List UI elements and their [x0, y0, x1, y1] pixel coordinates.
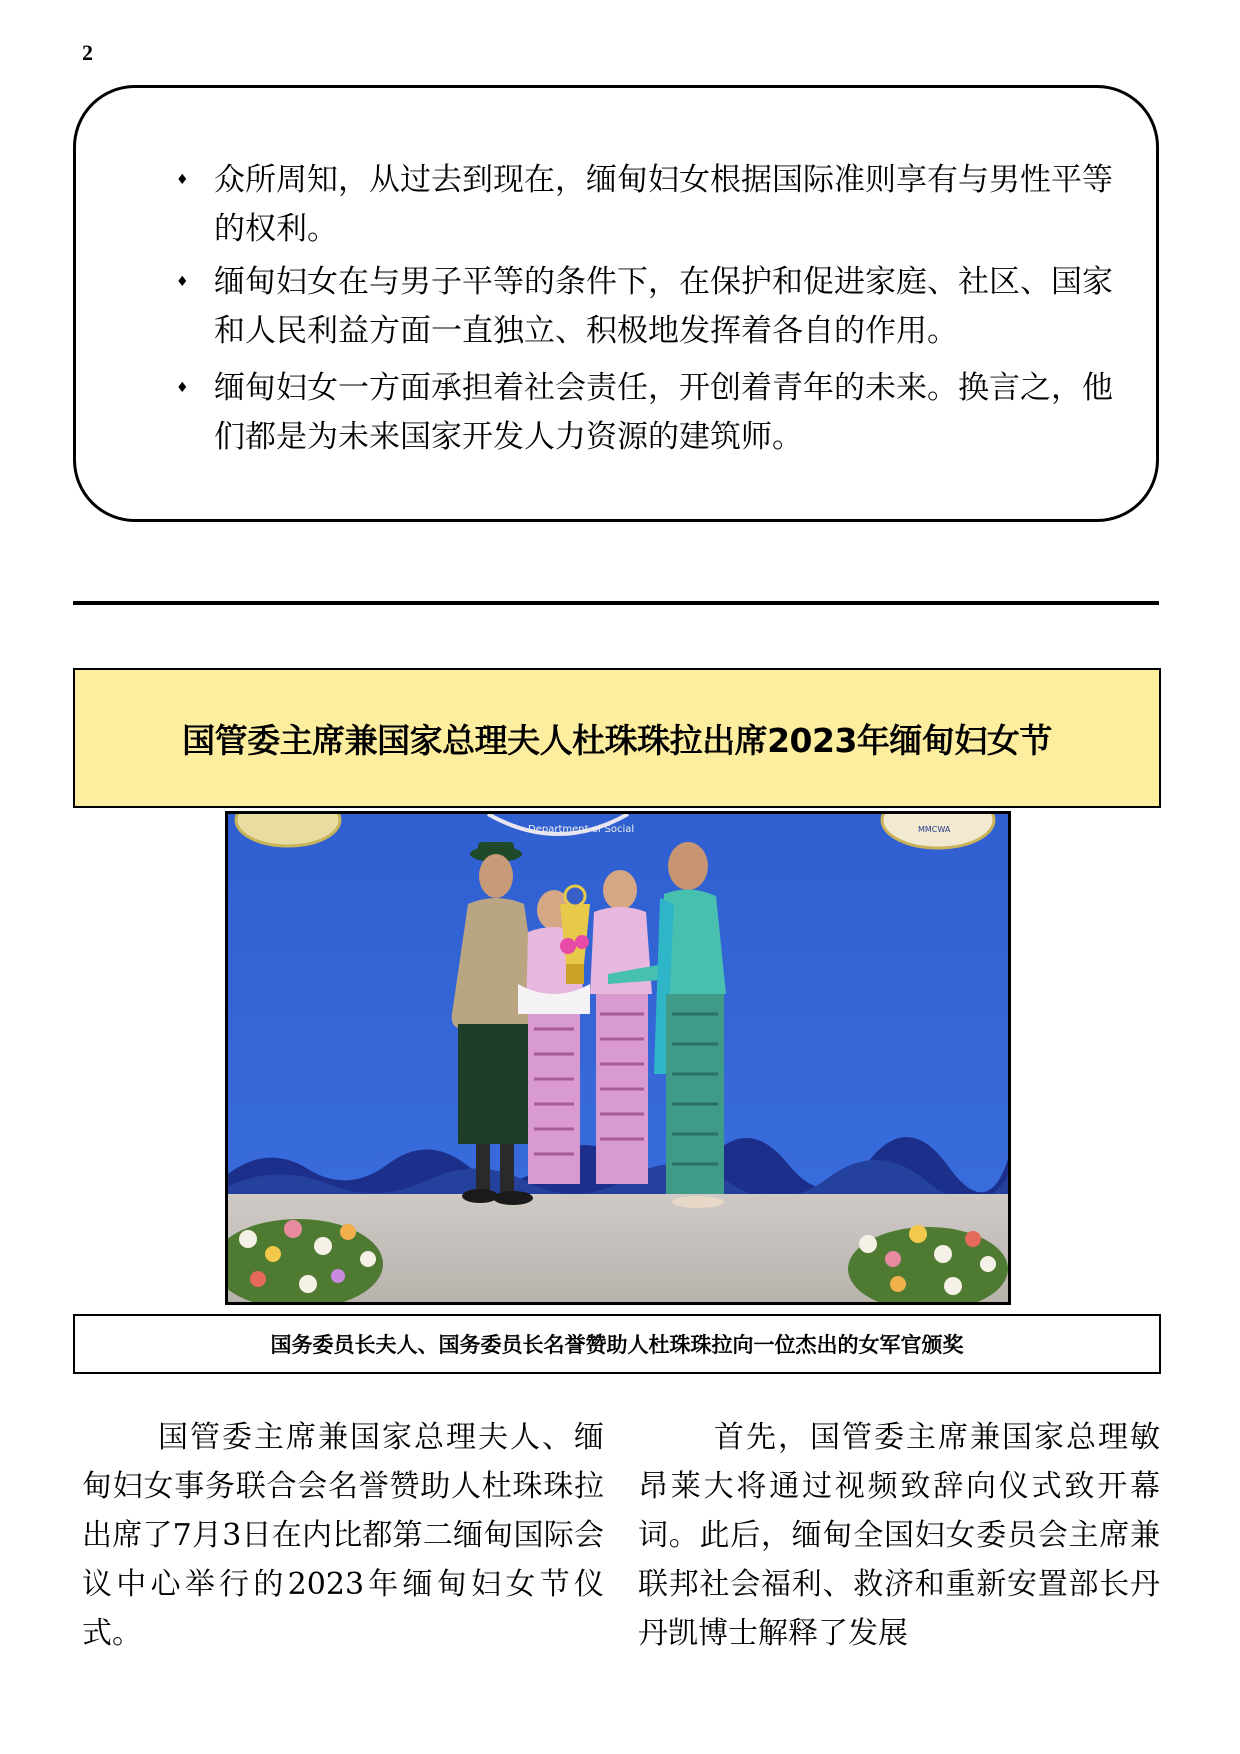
backdrop-text: Department of Social	[528, 824, 635, 835]
headline-box	[73, 668, 1161, 808]
article-headline: 国管委主席兼国家总理夫人杜珠珠拉出席2023年缅甸妇女节	[182, 720, 1052, 760]
intro-bullet-item	[126, 258, 1136, 356]
intro-bullet-text: 缅甸妇女一方面承担着社会责任，开创着青年的未来。换言之，他们都是为未来国家开发人力资源的建筑师。	[214, 370, 1113, 455]
diamond-bullet-icon: ♦	[176, 274, 189, 290]
section-divider	[73, 601, 1159, 605]
intro-bullet-item	[126, 364, 1136, 462]
intro-bullet-text: 缅甸妇女在与男子平等的条件下，在保护和促进家庭、社区、国家和人民利益方面一直独立、积极地发挥着各自的作用。	[214, 264, 1113, 349]
photo-caption: 国务委员长夫人、国务委员长名誉赞助人杜珠珠拉向一位杰出的女军官颁奖	[270, 1333, 964, 1357]
article-column-left: 国管委主席兼国家总理夫人、缅甸妇女事务联合会名誉赞助人杜珠珠拉出席了7月3日在内比都第二缅甸国际会议中心举行的2023年缅甸妇女节仪式。	[82, 1420, 604, 1651]
article-column-right: 首先，国管委主席兼国家总理敏昂莱大将通过视频致辞向仪式致开幕词。此后，缅甸全国妇女委员会主席兼联邦社会福利、救济和重新安置部长丹丹凯博士解释了发展	[638, 1420, 1160, 1651]
intro-bullet-text: 众所周知，从过去到现在，缅甸妇女根据国际准则享有与男性平等的权利。	[214, 162, 1113, 247]
emblem-label: MMCWA	[918, 825, 951, 834]
photo-caption-box	[73, 1314, 1161, 1374]
intro-box	[73, 85, 1159, 522]
event-photo	[225, 811, 1011, 1305]
intro-bullet-item	[126, 156, 1136, 254]
intro-bullet-list	[126, 156, 1136, 462]
page-number: 2	[82, 40, 93, 65]
diamond-bullet-icon: ♦	[176, 380, 189, 396]
diamond-bullet-icon: ♦	[176, 172, 189, 188]
pink-attendant-figure	[590, 870, 652, 1184]
